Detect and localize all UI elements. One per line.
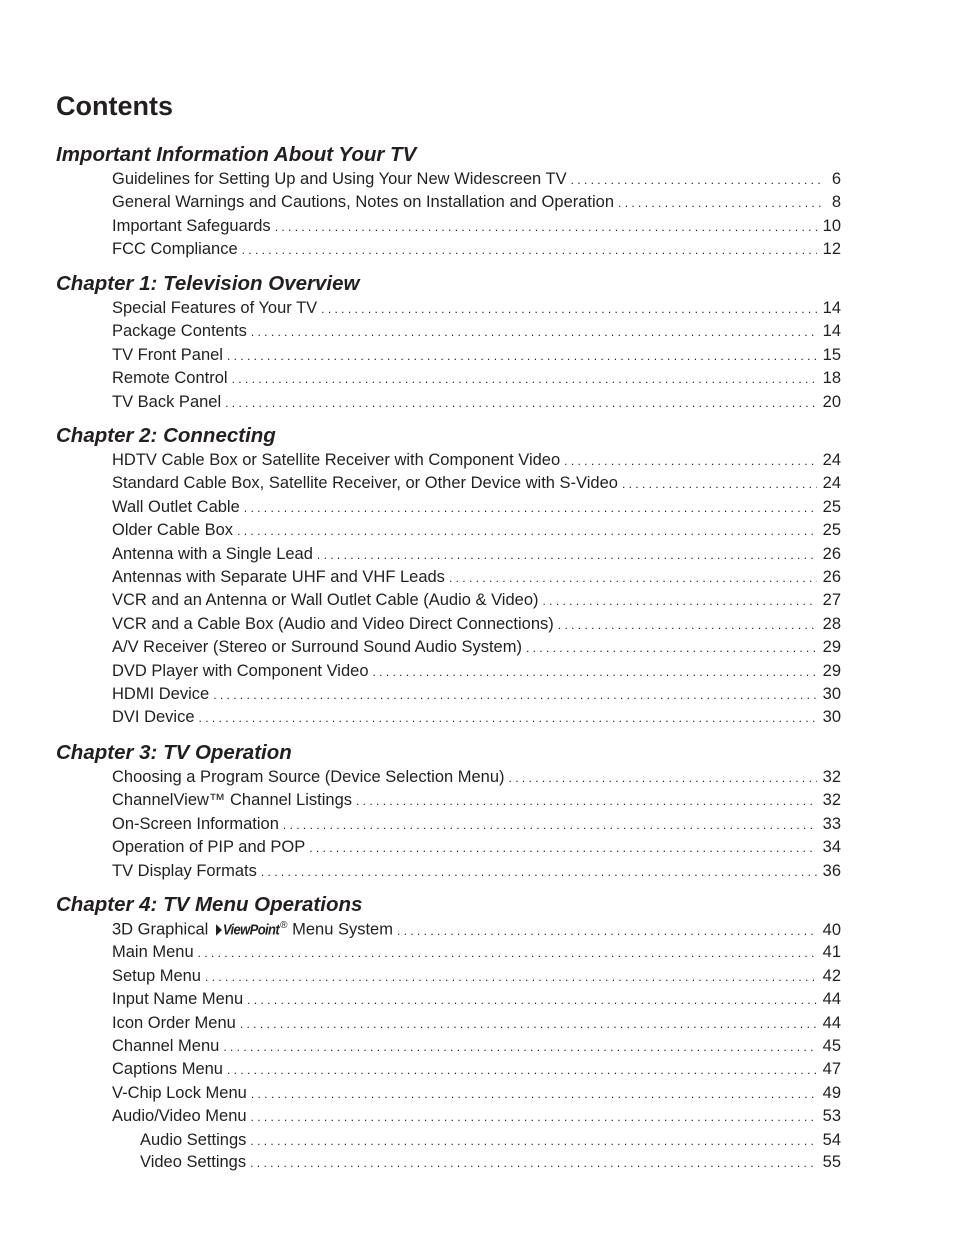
toc-entry-page: 36	[822, 861, 841, 880]
toc-entry[interactable]	[112, 1058, 841, 1081]
toc-entry-title: Icon Order Menu	[112, 1013, 236, 1032]
section-heading: Chapter 1: Television Overview	[56, 272, 360, 295]
toc-entry[interactable]	[112, 519, 841, 542]
toc-entry[interactable]	[112, 1035, 841, 1058]
dot-leader	[242, 239, 817, 262]
toc-entry-page: 44	[822, 990, 841, 1009]
dot-leader	[232, 368, 817, 391]
dot-leader	[309, 837, 816, 860]
toc-entry[interactable]	[112, 706, 841, 729]
toc-section-chapter-2	[0, 423, 954, 730]
dot-leader	[618, 192, 825, 215]
dot-leader	[261, 861, 817, 884]
toc-entry-title: Package Contents	[112, 322, 247, 341]
section-heading: Chapter 4: TV Menu Operations	[56, 893, 363, 916]
toc-entry[interactable]	[112, 168, 841, 191]
dot-leader	[356, 790, 817, 813]
toc-entry[interactable]	[112, 191, 841, 214]
toc-entry-title: HDTV Cable Box or Satellite Receiver with Component Video	[112, 451, 561, 469]
toc-entry[interactable]	[112, 391, 841, 414]
toc-entry-page: 6	[831, 170, 841, 188]
dot-leader	[199, 707, 817, 730]
toc-entry[interactable]	[112, 941, 841, 964]
dot-leader	[250, 1130, 816, 1152]
toc-entry-page: 40	[822, 920, 841, 939]
toc-section-chapter-3	[0, 740, 954, 883]
dot-leader	[571, 169, 825, 192]
section-heading: Important Information About Your TV	[56, 143, 417, 166]
toc-entry-title: Important Safeguards	[112, 216, 271, 235]
toc-entry-page: 32	[822, 768, 841, 786]
section-heading: Chapter 2: Connecting	[56, 424, 276, 447]
toc-entry-page: 14	[822, 299, 841, 317]
registered-mark: ®	[280, 920, 288, 932]
toc-entry-title: Main Menu	[112, 943, 194, 962]
dot-leader	[558, 614, 817, 637]
toc-entry[interactable]	[112, 344, 841, 367]
toc-entry-title: DVI Device	[112, 708, 195, 727]
toc-entry[interactable]	[112, 660, 841, 683]
toc-entry-page: 30	[822, 708, 841, 727]
toc-entry-title: A/V Receiver (Stereo or Surround Sound Audio System)	[112, 638, 522, 657]
toc-entry-title: ChannelView™ Channel Listings	[112, 791, 353, 810]
toc-entry-title: Wall Outlet Cable	[112, 497, 240, 516]
toc-subentry[interactable]	[140, 1129, 841, 1151]
toc-entry[interactable]	[112, 320, 841, 343]
toc-entry[interactable]	[112, 472, 841, 495]
toc-entry-page: 49	[822, 1083, 841, 1102]
dot-leader	[251, 321, 817, 344]
toc-entry-page: 8	[831, 193, 841, 212]
dot-leader	[198, 942, 817, 965]
toc-entry[interactable]	[112, 836, 841, 859]
toc-entry[interactable]	[112, 813, 841, 836]
dot-leader	[227, 1059, 817, 1082]
dot-leader	[227, 345, 817, 368]
toc-entry-title: DVD Player with Component Video	[112, 661, 369, 680]
toc-entry[interactable]	[112, 589, 841, 612]
toc-entry-page: 25	[822, 497, 841, 516]
dot-leader	[317, 544, 817, 567]
toc-entry-title: Antenna with a Single Lead	[112, 544, 313, 563]
toc-entry-page: 32	[822, 791, 841, 810]
toc-entry-title: TV Display Formats	[112, 861, 257, 880]
toc-entry-page: 10	[822, 216, 841, 235]
dot-leader	[622, 473, 817, 496]
toc-entry-title: HDMI Device	[112, 684, 210, 703]
toc-entry[interactable]	[112, 1105, 841, 1128]
toc-entry[interactable]	[112, 543, 841, 566]
toc-entry[interactable]	[112, 860, 841, 883]
toc-entry-title: Remote Control	[112, 369, 228, 388]
toc-entry-title: Operation of PIP and POP	[112, 838, 306, 857]
toc-entry[interactable]	[112, 566, 841, 589]
toc-entry-page: 42	[822, 966, 841, 985]
toc-entry-title: FCC Compliance	[112, 240, 238, 259]
dot-leader	[526, 637, 817, 660]
toc-entry-title-prefix: 3D Graphical	[112, 920, 213, 939]
toc-entry-page: 24	[822, 451, 841, 469]
toc-subentry[interactable]	[140, 1151, 841, 1173]
play-arrow-icon	[216, 924, 222, 936]
dot-leader	[250, 1152, 817, 1174]
dot-leader	[247, 989, 816, 1012]
toc-entry-title	[112, 918, 393, 942]
toc-entry[interactable]	[112, 1082, 841, 1105]
dot-leader	[373, 661, 817, 684]
toc-entry[interactable]	[112, 918, 841, 941]
toc-entry-page: 25	[822, 521, 841, 540]
toc-entry-page: 41	[822, 943, 841, 962]
toc-entry-title: Video Settings	[140, 1152, 247, 1171]
toc-entry-page: 34	[822, 838, 841, 857]
toc-entry-page: 55	[822, 1152, 841, 1171]
dot-leader	[509, 767, 817, 790]
toc-entry-title: Input Name Menu	[112, 990, 244, 1009]
dot-leader	[251, 1083, 817, 1106]
toc-entry-title: Guidelines for Setting Up and Using Your New Widescreen TV	[112, 170, 567, 188]
dot-leader	[223, 1036, 816, 1059]
toc-entry-title: Setup Menu	[112, 966, 201, 985]
toc-entry-page: 54	[822, 1130, 841, 1149]
toc-entry-page: 33	[822, 814, 841, 833]
page-title: Contents	[56, 91, 173, 121]
toc-entry-title: Captions Menu	[112, 1060, 223, 1079]
toc-entry-title: General Warnings and Cautions, Notes on Installation and Operation	[112, 193, 615, 212]
dot-leader	[564, 450, 816, 473]
toc-entry-title-suffix: Menu System	[287, 920, 393, 939]
toc-list	[0, 918, 954, 1173]
toc-entry-page: 20	[822, 392, 841, 411]
toc-list	[0, 766, 954, 883]
toc-entry[interactable]	[112, 766, 841, 789]
toc-entry-title: TV Back Panel	[112, 392, 222, 411]
dot-leader	[283, 814, 817, 837]
toc-entry-title: V-Chip Lock Menu	[112, 1083, 247, 1102]
dot-leader	[251, 1106, 817, 1129]
toc-entry-title: TV Front Panel	[112, 345, 223, 364]
toc-entry-title: Audio Settings	[140, 1130, 247, 1149]
toc-entry[interactable]	[112, 1012, 841, 1035]
toc-list	[0, 449, 954, 730]
toc-entry-page: 14	[822, 322, 841, 341]
toc-entry[interactable]	[112, 496, 841, 519]
toc-entry-title: Older Cable Box	[112, 521, 234, 540]
section-heading: Chapter 3: TV Operation	[56, 741, 292, 764]
toc-list	[0, 168, 954, 262]
toc-entry-page: 26	[822, 567, 841, 586]
dot-leader	[449, 567, 817, 590]
toc-entry-title: Choosing a Program Source (Device Selection Menu)	[112, 768, 505, 786]
toc-entry-page: 29	[822, 638, 841, 657]
toc-entry[interactable]	[112, 789, 841, 812]
dot-leader	[237, 520, 817, 543]
toc-entry-page: 44	[822, 1013, 841, 1032]
toc-entry[interactable]	[112, 636, 841, 659]
toc-entry-page: 47	[822, 1060, 841, 1079]
dot-leader	[397, 920, 817, 943]
toc-entry[interactable]	[112, 297, 841, 320]
toc-entry[interactable]	[112, 683, 841, 706]
toc-entry[interactable]	[112, 613, 841, 636]
toc-entry-page: 26	[822, 544, 841, 563]
toc-entry-page: 27	[822, 591, 841, 610]
toc-entry[interactable]	[112, 449, 841, 472]
toc-entry-page: 24	[822, 474, 841, 493]
toc-entry[interactable]	[112, 215, 841, 238]
toc-entry[interactable]	[112, 965, 841, 988]
toc-entry-page: 12	[822, 240, 841, 259]
toc-entry-page: 53	[822, 1107, 841, 1126]
toc-entry-page: 18	[822, 369, 841, 388]
toc-entry-page: 29	[822, 661, 841, 680]
dot-leader	[244, 497, 817, 520]
toc-entry[interactable]	[112, 367, 841, 390]
toc-entry-title: Special Features of Your TV	[112, 299, 318, 317]
toc-entry-page: 28	[822, 614, 841, 633]
toc-entry-title: Audio/Video Menu	[112, 1107, 247, 1126]
toc-section-important-information	[0, 142, 954, 262]
dot-leader	[225, 392, 817, 415]
toc-entry-title: Channel Menu	[112, 1036, 220, 1055]
toc-entry-title: VCR and a Cable Box (Audio and Video Direct Connections)	[112, 614, 554, 633]
toc-section-chapter-1	[0, 271, 954, 414]
viewpoint-logo-text: ViewPoint	[222, 920, 280, 939]
toc-list	[0, 297, 954, 414]
dot-leader	[240, 1013, 817, 1036]
dot-leader	[205, 966, 817, 989]
toc-entry-title: On-Screen Information	[112, 814, 279, 833]
toc-entry[interactable]	[112, 238, 841, 261]
toc-entry-title: Standard Cable Box, Satellite Receiver, or Other Device with S-Video	[112, 474, 618, 493]
dot-leader	[275, 216, 817, 239]
dot-leader	[321, 298, 816, 321]
dot-leader	[543, 590, 817, 613]
toc-entry-page: 45	[822, 1036, 841, 1055]
toc-entry-page: 30	[822, 684, 841, 703]
viewpoint-logo	[216, 916, 279, 943]
toc-section-chapter-4	[0, 892, 954, 1173]
toc-entry-title: Antennas with Separate UHF and VHF Leads	[112, 567, 445, 586]
toc-entry[interactable]	[112, 988, 841, 1011]
dot-leader	[213, 684, 816, 707]
toc-entry-title: VCR and an Antenna or Wall Outlet Cable (Audio & Video)	[112, 591, 539, 610]
toc-entry-page: 15	[822, 345, 841, 364]
